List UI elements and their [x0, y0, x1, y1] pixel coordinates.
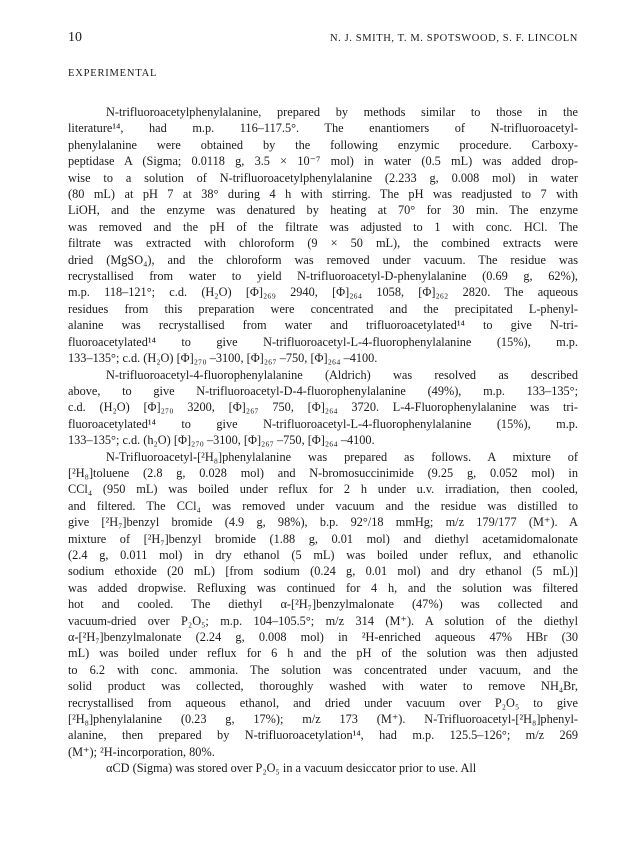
text-line: (2.4 g, 0.011 mol) in dry ethanol (5 mL) was boiled under reflux, and ethanolic [68, 547, 578, 562]
text-line: αCD (Sigma) was stored over P₂O₅ in a vacuum desiccator prior to use. All [106, 761, 477, 776]
paragraph-2 [68, 367, 578, 449]
text-line: m.p. 118–121°; c.d. (H₂O) [Φ]₂₆₉ 2940, [Φ]₂₆₄ 1058, [Φ]₂₆₂ 2820. The aqueous [68, 285, 578, 300]
text-line: and filtered. The CCl₄ was removed under vacuum and the residue was distilled to [68, 498, 578, 513]
text-line: give [²H₇]benzyl bromide (4.9 g, 98%), b.p. 92°/18 mmHg; m/z 179/177 (M⁺). A [68, 515, 578, 530]
text-line: fluoroacetylated¹⁴ to give N-trifluoroacetyl-L-4-fluorophenylalanine (15%), m.p. [68, 334, 578, 349]
text-line: 133–135°; c.d. (h₂O) [Φ]₂₇₀ –3100, [Φ]₂₆₇ –750, [Φ]₂₆₄ –4100. [68, 433, 375, 448]
text-line: mixture of [²H₇]benzyl bromide (1.88 g, 0.01 mol) and diethyl acetamidomalonate [68, 531, 578, 546]
text-line: wise to a solution of N-trifluoroacetylphenylalanine (2.233 g, 0.008 mol) in water [68, 170, 578, 185]
paragraph-4 [68, 760, 578, 776]
text-line: alanine, then prepared by N-trifluoroacetylation¹⁴, had m.p. 125.5–126°; m/z 269 [68, 728, 578, 743]
journal-page [68, 30, 578, 777]
text-line: filtrate was extracted with chloroform (9 × 50 mL), the combined extracts were [68, 236, 578, 251]
text-line: N-trifluoroacetylphenylalanine, prepared by methods similar to those in the [106, 105, 578, 119]
text-line: was removed and the pH of the filtrate was adjusted to 1 with conc. HCl. The [68, 219, 578, 234]
text-line: peptidase A (Sigma; 0.0118 g, 3.5 × 10⁻⁷ mol) in water (0.5 mL) was added drop- [68, 154, 578, 169]
running-head: N. J. SMITH, T. M. SPOTSWOOD, S. F. LINCOLN [329, 33, 578, 44]
text-line: N-Trifluoroacetyl-[²H₈]phenylalanine was prepared as follows. A mixture of [106, 449, 578, 464]
text-line: α-[²H₇]benzylmalonate (2.24 g, 0.008 mol) in ²H-enriched aqueous 47% HBr (30 [68, 630, 578, 644]
paragraph-1 [68, 104, 578, 367]
text-line: N-trifluoroacetyl-4-fluorophenylalanine (Aldrich) was resolved as described [106, 367, 578, 382]
text-line: to 6.2 with conc. ammonia. The solution was concentrated under vacuum, and the [68, 662, 578, 677]
section-heading: EXPERIMENTAL [68, 68, 158, 79]
text-line: residues from this preparation were concentrated and the precipitated L-phenyl- [68, 301, 578, 316]
text-line: dried (MgSO₄), and the chloroform was removed under vacuum. The residue was [68, 252, 578, 267]
text-line: literature¹⁴, had m.p. 116–117.5°. The enantiomers of N-trifluoroacetyl- [68, 121, 578, 136]
text-line: was added dropwise. Refluxing was continued for 4 h, and the solution was filtered [68, 580, 578, 595]
text-line: alanine was recrystallised from water and trifluoroacetylated¹⁴ to give N-tri- [68, 318, 578, 333]
paragraph-3 [68, 449, 578, 761]
text-line: mL) was boiled under reflux for 6 h and the pH of the solution was then adjusted [68, 646, 578, 661]
text-line: sodium ethoxide (20 mL) [from sodium (0.24 g, 0.01 mol) and dry ethanol (5 mL)] [68, 564, 578, 579]
text-line: vacuum-dried over P₂O₅; m.p. 104–105.5°; m/z 314 (M⁺). A solution of the diethyl [68, 613, 578, 628]
text-line: phenylalanine were obtained by the following enzymic procedure. Carboxy- [68, 137, 578, 152]
text-line: above, to give N-trifluoroacetyl-D-4-fluorophenylalanine (49%), m.p. 133–135°; [68, 383, 578, 398]
text-line: (M⁺); ²H-incorporation, 80%. [68, 744, 215, 759]
article-body [68, 104, 578, 777]
text-line: fluoroacetylated¹⁴ to give N-trifluoroacetyl-L-4-fluorophenylalanine (15%), m.p. [68, 416, 578, 431]
text-line: hot and cooled. The diethyl α-[²H₇]benzylmalonate (47%) was collected and [68, 597, 578, 612]
text-line: solid product was collected, thoroughly washed with water to remove NH₄Br, [68, 679, 578, 694]
page-number: 10 [68, 30, 82, 45]
text-line: CCl₄ (950 mL) was boiled under reflux for 2 h under u.v. irradiation, then cooled, [68, 482, 578, 497]
text-line: LiOH, and the enzyme was denatured by heating at 70° for 30 min. The enzyme [68, 203, 578, 218]
text-line: c.d. (H₂O) [Φ]₂₇₀ 3200, [Φ]₂₆₇ 750, [Φ]₂₆₄ 3720. L-4-Fluorophenylalanine was tri- [68, 400, 578, 415]
text-line: recrystallised from aqueous ethanol, and dried under vacuum over P₂O₅ to give [68, 695, 578, 710]
text-line: (80 mL) at pH 7 at 38° during 4 h with stirring. The pH was readjusted to 7 with [68, 187, 578, 202]
text-line: [²H₈]phenylalanine (0.23 g, 17%); m/z 173 (M⁺). N-Trifluoroacetyl-[²H₈]phenyl- [68, 712, 578, 727]
text-line: [²H₈]toluene (2.8 g, 0.028 mol) and N-bromosuccinimide (9.25 g, 0.052 mol) in [68, 465, 578, 480]
text-line: 133–135°; c.d. (H₂O) [Φ]₂₇₀ –3100, [Φ]₂₆₇ –750, [Φ]₂₆₄ –4100. [68, 351, 378, 366]
page-header [68, 30, 578, 50]
text-line: recrystallised from water to yield N-trifluoroacetyl-D-phenylalanine (0.69 g, 62%), [68, 269, 578, 284]
